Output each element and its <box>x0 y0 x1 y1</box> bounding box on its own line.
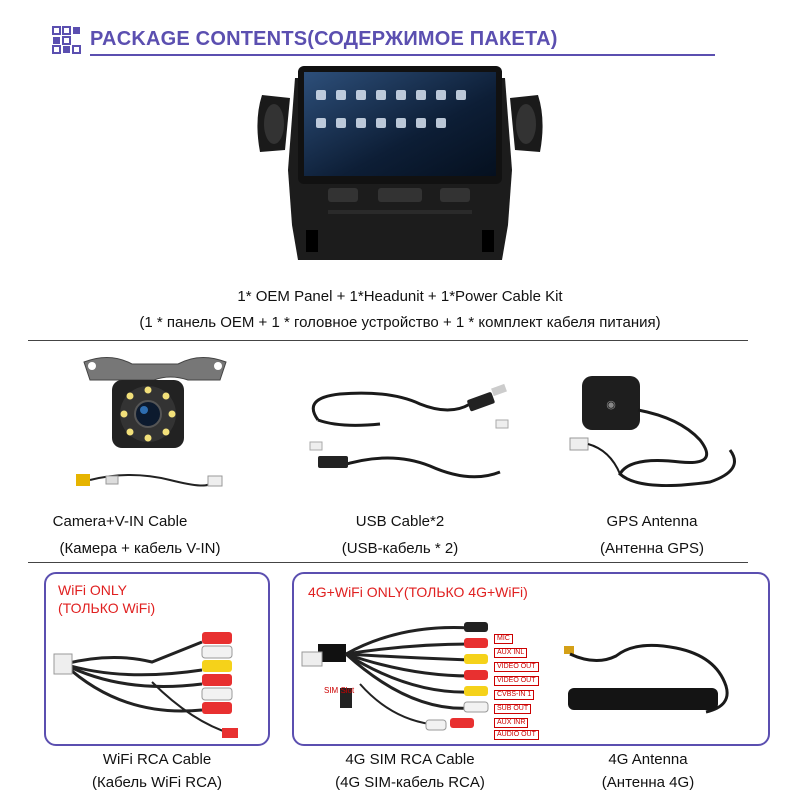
tag-aux-inl: AUX INL <box>494 648 527 658</box>
usb-caption-ru: (USB-кабель * 2) <box>341 540 459 557</box>
4g-wifi-only-label: 4G+WiFi ONLY(ТОЛЬКО 4G+WiFi) <box>308 584 528 600</box>
wifi-rca-cable-image <box>52 622 262 742</box>
grid-icon <box>52 26 82 54</box>
svg-text:◉: ◉ <box>606 399 616 411</box>
tag-sub-out: SUB OUT <box>494 704 531 714</box>
divider <box>28 562 748 563</box>
4g-antenna-caption-ru: (Антенна 4G) <box>601 774 695 791</box>
4g-antenna-caption-en: 4G Antenna <box>608 751 688 768</box>
tag-mic: MIC <box>494 634 513 644</box>
usb-caption-en: USB Cable*2 <box>355 513 445 530</box>
wifi-only-box <box>44 572 270 746</box>
gps-caption-en: GPS Antenna <box>606 513 698 530</box>
wifi-only-label: WiFi ONLY <box>58 582 127 598</box>
wifi-cable-caption-ru: (Кабель WiFi RCA) <box>92 774 222 791</box>
wifi-cable-caption-en: WiFi RCA Cable <box>102 751 212 768</box>
camera-image <box>70 350 240 500</box>
tag-video-out: VIDEO OUT <box>494 662 539 672</box>
tag-cvbs-in: CVBS-IN 1 <box>494 690 534 700</box>
sim-slot-label: SIM Slot <box>324 686 355 695</box>
gps-antenna-image <box>560 370 750 495</box>
tag-audio-out: AUDIO OUT <box>494 730 539 740</box>
wifi-only-label-ru: (ТОЛЬКО WiFi) <box>58 600 156 616</box>
page-header <box>52 22 752 56</box>
4g-antenna-image <box>556 626 756 736</box>
gps-caption-ru: (Антенна GPS) <box>599 540 705 557</box>
camera-caption-en: Camera+V-IN Cable <box>52 513 188 530</box>
head-unit-image <box>250 60 550 282</box>
page-title: PACKAGE CONTENTS(СОДЕРЖИМОЕ ПАКЕТА) <box>90 28 558 50</box>
title-underline <box>90 54 715 56</box>
tag-video-out: VIDEO OUT <box>494 676 539 686</box>
4g-cable-caption-en: 4G SIM RCA Cable <box>345 751 475 768</box>
main-caption-ru: (1 * панель OEM + 1 * головное устройство + 1 * комплект кабеля питания) <box>139 314 661 331</box>
usb-cable-image <box>300 380 520 500</box>
4g-wifi-only-box <box>292 572 770 746</box>
4g-cable-caption-ru: (4G SIM-кабель RCA) <box>335 774 485 791</box>
tag-aux-inr: AUX INR <box>494 718 528 728</box>
main-caption-en: 1* OEM Panel + 1*Headunit + 1*Power Cable Kit <box>237 288 563 305</box>
camera-caption-ru: (Камера + кабель V-IN) <box>59 540 221 557</box>
divider <box>28 340 748 341</box>
